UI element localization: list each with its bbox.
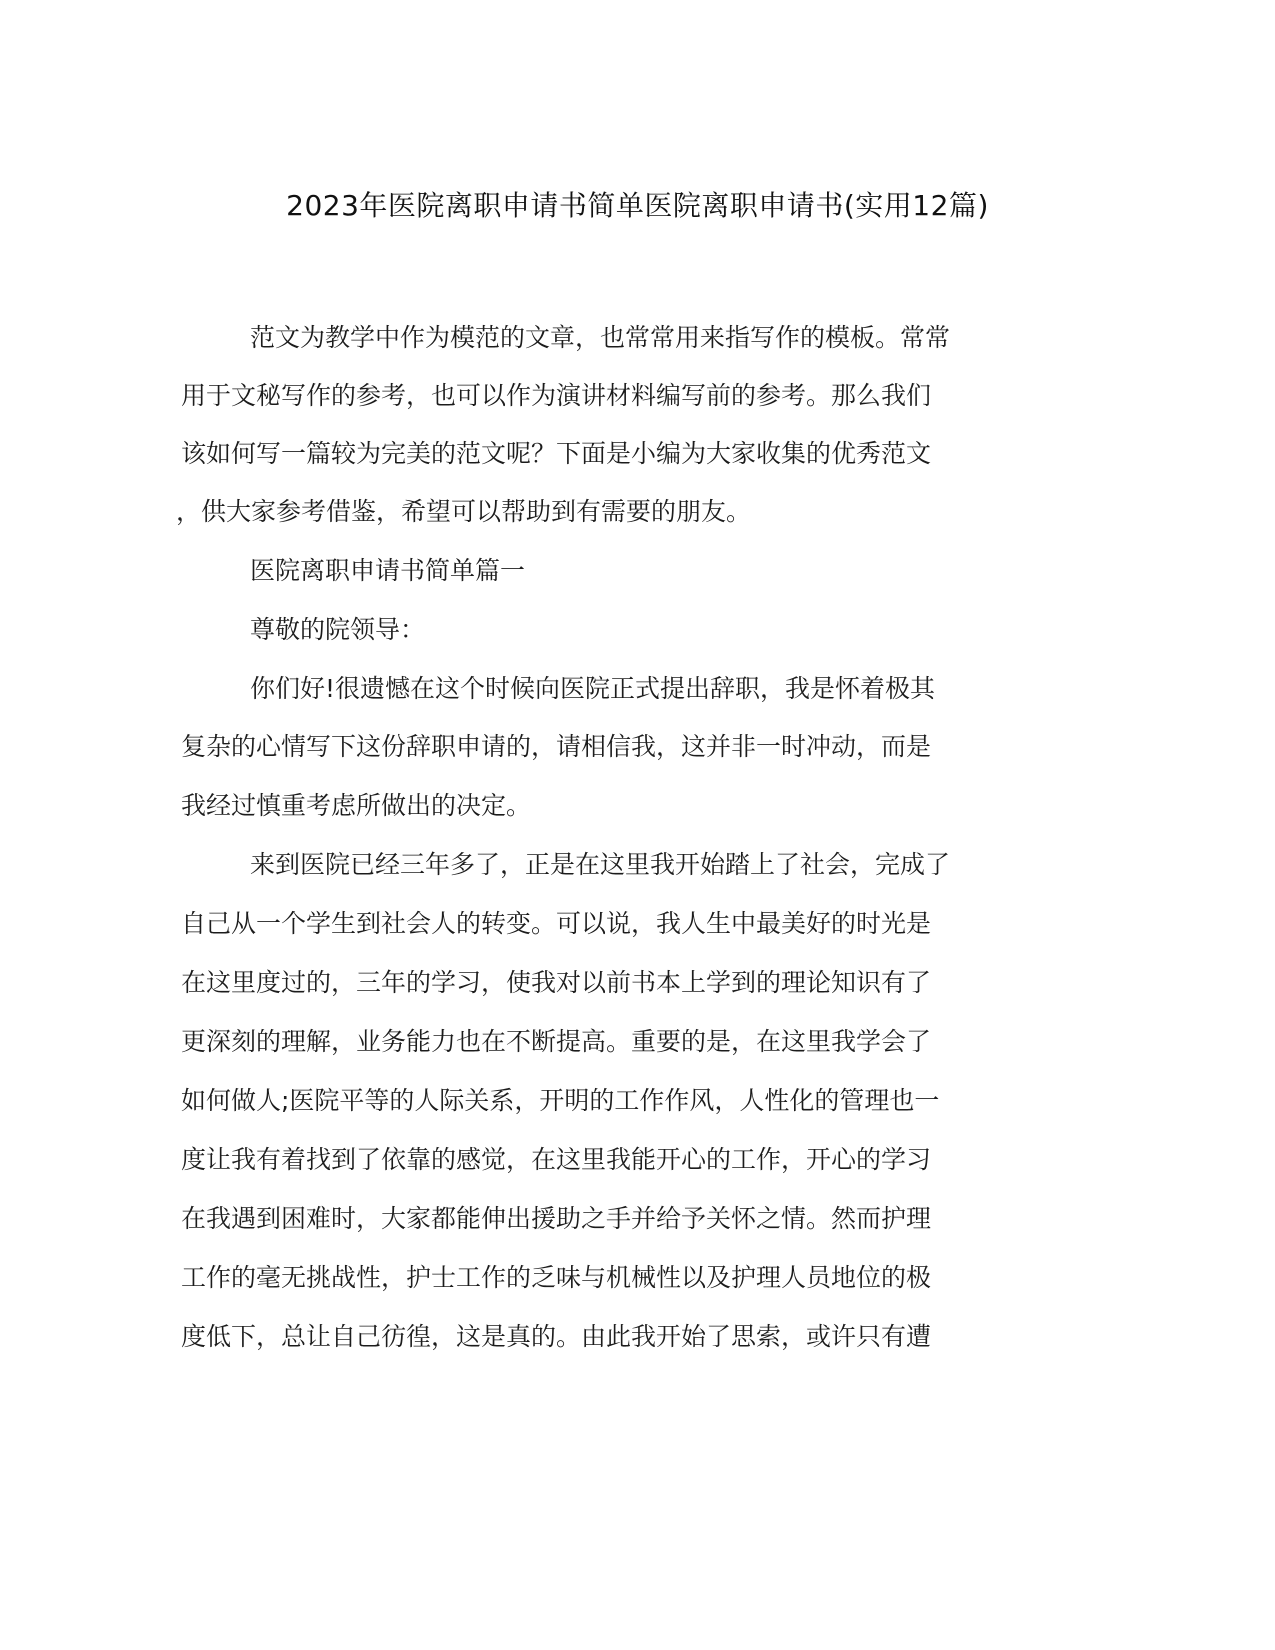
paragraph-line: ，供大家参考借鉴，希望可以帮助到有需要的朋友。	[176, 497, 752, 526]
paragraph-line: 如何做人;医院平等的人际关系，开明的工作作风，人性化的管理也一	[181, 1086, 940, 1115]
paragraph-line: 复杂的心情写下这份辞职申请的，请相信我，这并非一时冲动，而是	[181, 732, 932, 761]
paragraph-line: 你们好!很遗憾在这个时候向医院正式提出辞职，我是怀着极其	[250, 674, 936, 703]
salutation: 尊敬的院领导：	[250, 615, 426, 644]
paragraph-line: 度让我有着找到了依靠的感觉，在这里我能开心的工作，开心的学习	[181, 1145, 932, 1174]
section-heading: 医院离职申请书简单篇一	[250, 556, 526, 585]
paragraph-line: 在这里度过的，三年的学习，使我对以前书本上学到的理论知识有了	[181, 968, 932, 997]
paragraph-line: 来到医院已经三年多了，正是在这里我开始踏上了社会，完成了	[250, 850, 951, 879]
paragraph-line: 更深刻的理解，业务能力也在不断提高。重要的是，在这里我学会了	[181, 1027, 932, 1056]
paragraph-line: 我经过慎重考虑所做出的决定。	[181, 791, 532, 820]
paragraph-line: 用于文秘写作的参考，也可以作为演讲材料编写前的参考。那么我们	[181, 381, 932, 410]
paragraph-line: 自己从一个学生到社会人的转变。可以说，我人生中最美好的时光是	[181, 909, 932, 938]
paragraph-line: 度低下，总让自己彷徨，这是真的。由此我开始了思索，或许只有遭	[181, 1322, 932, 1351]
paragraph-line: 工作的毫无挑战性，护士工作的乏味与机械性以及护理人员地位的极	[181, 1263, 932, 1292]
document-title: 2023年医院离职申请书简单医院离职申请书(实用12篇)	[286, 189, 989, 222]
paragraph-line: 该如何写一篇较为完美的范文呢？下面是小编为大家收集的优秀范文	[181, 439, 932, 468]
paragraph-line: 范文为教学中作为模范的文章，也常常用来指写作的模板。常常	[250, 323, 951, 352]
paragraph-line: 在我遇到困难时，大家都能伸出援助之手并给予关怀之情。然而护理	[181, 1204, 932, 1233]
